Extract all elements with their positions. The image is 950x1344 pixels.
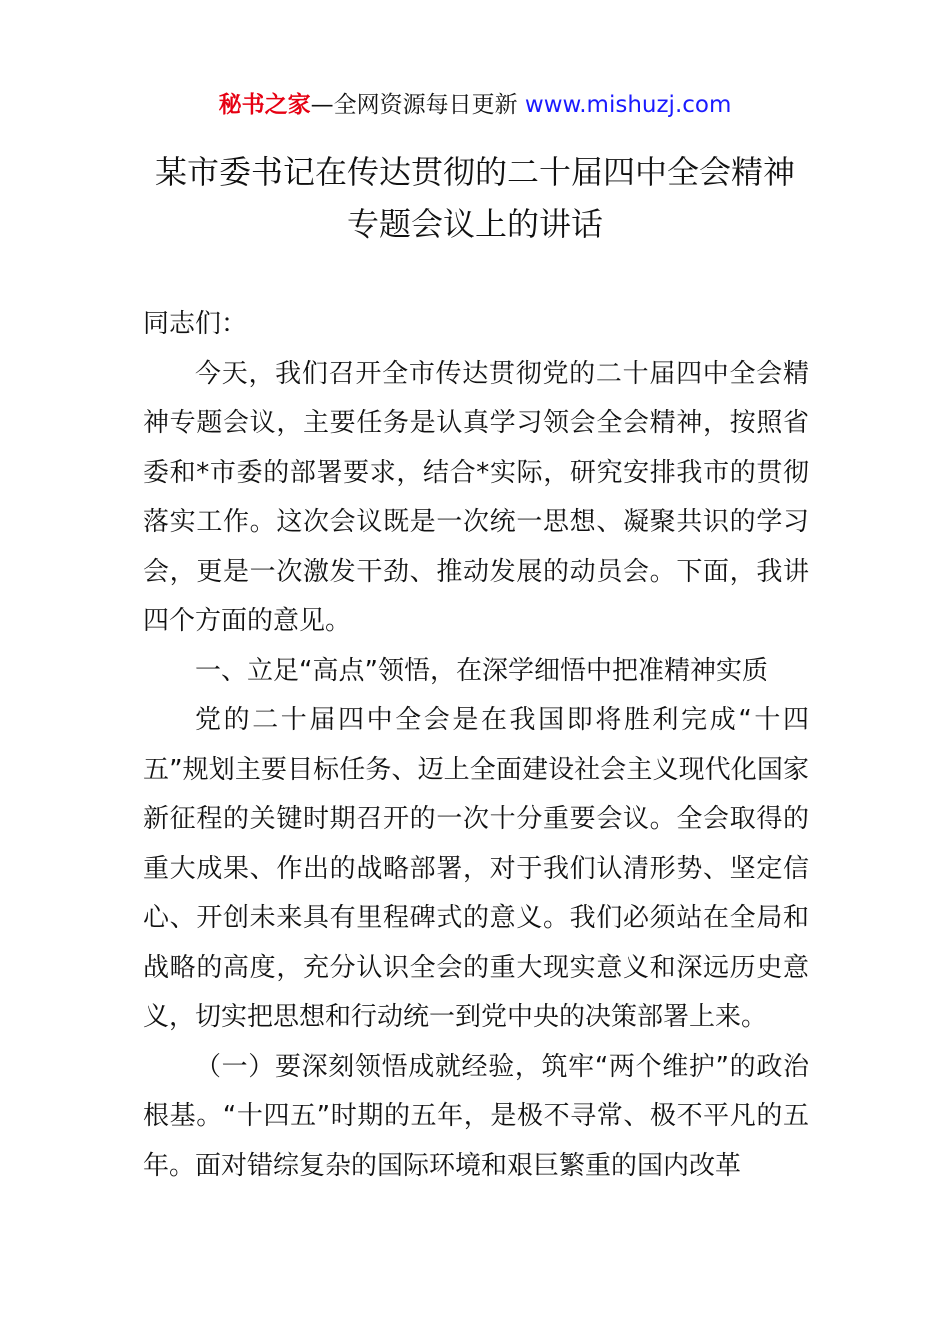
site-header	[0, 88, 950, 122]
section-heading-1: 一、立足“高点”领悟，在深学细悟中把准精神实质	[195, 655, 768, 686]
title-line-2: 专题会议上的讲话	[346, 205, 603, 243]
paragraph-3: （一）要深刻领悟成就经验，筑牢“两个维护”的政治根基。“十四五”时期的五年，是极不寻常、极不平凡的五年。面对错综复杂的国际环境和艰巨繁重的国内改革	[143, 1051, 809, 1181]
document-title	[0, 146, 950, 250]
site-url-link[interactable]: www.mishuzj.com	[524, 92, 732, 118]
brand-name: 秘书之家	[218, 92, 311, 118]
document-body	[143, 300, 809, 1191]
salutation: 同志们：	[143, 309, 248, 339]
header-tagline: —全网资源每日更新	[310, 92, 525, 118]
paragraph-2: 党的二十届四中全会是在我国即将胜利完成“十四五”规划主要目标任务、迈上全面建设社会主义现代化国家新征程的关键时期召开的一次十分重要会议。全会取得的重大成果、作出的战略部署，对于我们认清形势、坚定信心、开创未来具有里程碑式的意义。我们必须站在全局和战略的高度，充分认识全会的重大现实意义和深远历史意义，切实把思想和行动统一到党中央的决策部署上来。	[143, 705, 809, 1032]
title-line-1: 某市委书记在传达贯彻的二十届四中全会精神	[154, 153, 795, 191]
paragraph-intro: 今天，我们召开全市传达贯彻党的二十届四中全会精神专题会议，主要任务是认真学习领会全会精神，按照省委和*市委的部署要求，结合*实际，研究安排我市的贯彻落实工作。这次会议既是一次统一思想、凝聚共识的学习会，更是一次激发干劲、推动发展的动员会。下面，我讲四个方面的意见。	[143, 358, 809, 636]
